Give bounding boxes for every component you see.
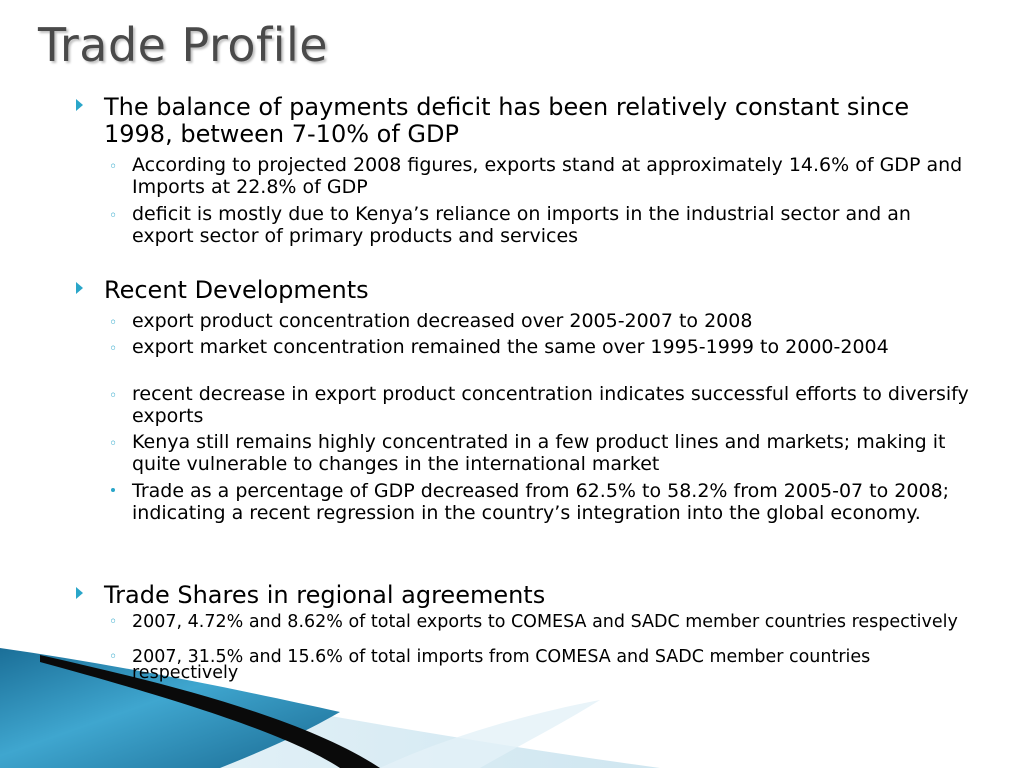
list-item-text: deficit is mostly due to Kenya’s reliance on imports in the industrial sector and an export sector of primary products and services	[132, 203, 911, 247]
slide-title: Trade Profile	[38, 18, 329, 72]
list-item	[109, 336, 972, 358]
ring-icon: ◦	[109, 208, 118, 224]
ring-icon: ◦	[109, 388, 118, 404]
list-item-text: export market concentration remained the same over 1995-1999 to 2000-2004	[132, 336, 889, 358]
ring-icon: ◦	[109, 614, 118, 630]
ring-icon: ◦	[109, 341, 118, 357]
ring-icon: ◦	[109, 315, 118, 331]
list-item	[109, 612, 972, 632]
list-item-text: export product concentration decreased over 2005-2007 to 2008	[132, 310, 753, 332]
triangle-right-icon	[76, 99, 83, 111]
section-heading	[104, 582, 984, 609]
list-item-text: Trade as a percentage of GDP decreased from 62.5% to 58.2% from 2005-07 to 2008; indicating a recent regression in the country’s integration into the global economy.	[132, 480, 950, 524]
triangle-right-icon	[76, 587, 83, 599]
section-heading-text: Recent Developments	[104, 276, 369, 304]
ring-icon: ◦	[109, 436, 118, 452]
list-item	[109, 154, 972, 198]
list-item-text: recent decrease in export product concentration indicates successful efforts to diversify exports	[132, 383, 969, 427]
dot-icon	[111, 488, 115, 492]
list-item	[132, 480, 972, 524]
list-item	[109, 203, 972, 247]
list-item-text: 2007, 4.72% and 8.62% of total exports to COMESA and SADC member countries respectively	[132, 612, 958, 632]
list-item-text: Kenya still remains highly concentrated in a few product lines and markets; making it quite vulnerable to changes in the international market	[132, 431, 946, 475]
section-heading	[104, 277, 984, 304]
section-heading-text: Trade Shares in regional agreements	[104, 581, 546, 609]
section-heading-text: The balance of payments deficit has been relatively constant since 1998, between 7-10% of GDP	[104, 93, 910, 148]
section-heading	[104, 94, 984, 148]
ring-icon: ◦	[109, 649, 118, 665]
ring-icon: ◦	[109, 159, 118, 175]
list-item	[109, 310, 972, 332]
list-item	[109, 431, 972, 475]
list-item-text: According to projected 2008 figures, exports stand at approximately 14.6% of GDP and Imports at 22.8% of GDP	[132, 154, 963, 198]
list-item	[109, 647, 972, 683]
list-item	[109, 383, 972, 427]
triangle-right-icon	[76, 282, 83, 294]
list-item-text: 2007, 31.5% and 15.6% of total imports from COMESA and SADC member countries respectively	[132, 647, 871, 683]
